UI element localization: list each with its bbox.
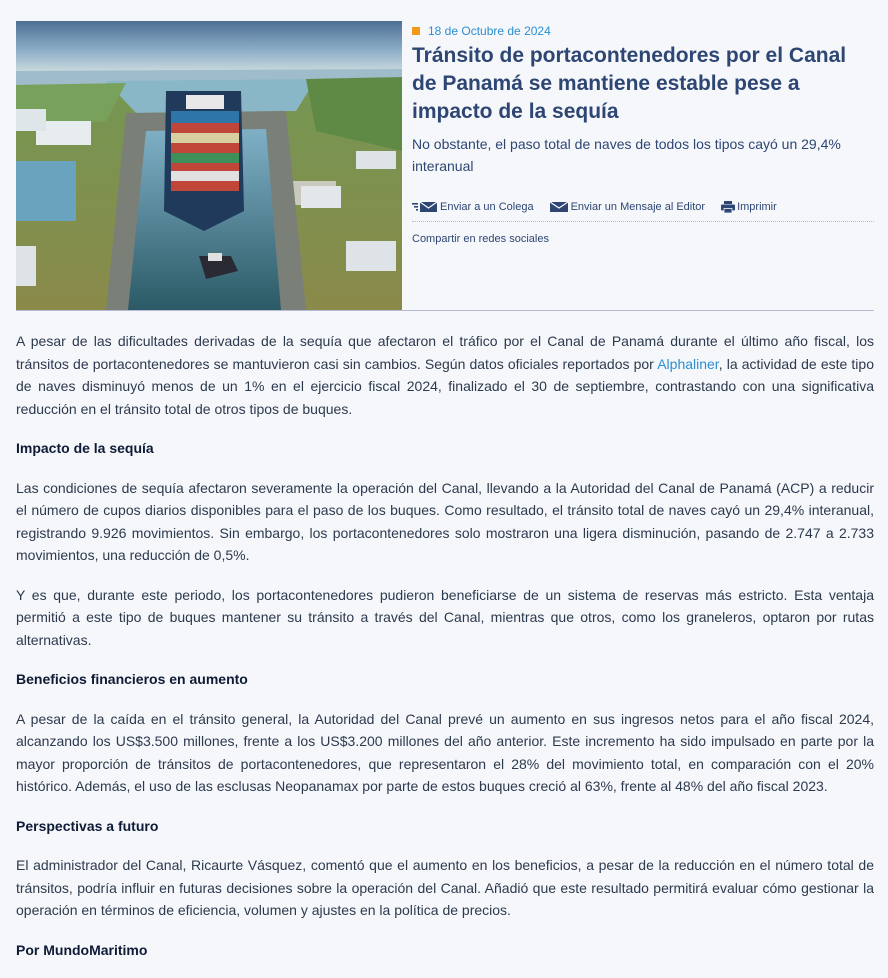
section-heading: Impacto de la sequía	[16, 440, 154, 456]
date-marker-icon	[412, 27, 420, 35]
byline: Por MundoMaritimo	[16, 941, 148, 958]
printer-icon	[721, 201, 735, 213]
article-title: Tránsito de portacontenedores por el Canal de Panamá se mantiene estable pese a impacto de la sequía	[412, 44, 847, 123]
envelope-icon	[550, 201, 569, 213]
print-label: Imprimir	[737, 201, 777, 213]
paragraph-text: A pesar de las dificultades derivadas de la sequía que afectaron el tráfico por el Canal de Panamá durante el último año fiscal, los tránsitos de portacontenedores se mantuvieron casi sin cambios. Según datos oficiales reportados por	[16, 333, 874, 372]
date-row	[412, 24, 874, 38]
paragraph-text: , la actividad de este tipo de naves disminuyó menos de un 1% en el ejercicio fiscal 2024, finalizado el 30 de septiembre, contrastando con una significativa reducción en el tránsito total de otros tipos de buques.	[16, 355, 874, 417]
paragraph: A pesar de la caída en el tránsito general, la Autoridad del Canal prevé un aumento en sus ingresos netos para el año fiscal 2024, alcanzando los US$3.500 millones, frente a los US$3.200 millones del año anterior. Este incremento ha sido impulsado en parte por la mayor proporción de tránsitos de portacontenedores, que representaron el 28% del movimiento total, en comparación con el 20% histórico. Además, el uso de las esclusas Neopanamax por parte de estos buques creció al 63%, frente al 48% del año fiscal 2023.	[16, 710, 874, 794]
article-subtitle: No obstante, el paso total de naves de todos los tipos cayó un 29,4% interanual	[412, 136, 841, 174]
paragraph: El administrador del Canal, Ricaurte Vásquez, comentó que el aumento en los beneficios, a pesar de la reducción en el número total de tránsitos, podría influir en futuras decisiones sobre la operación del Canal. Añadió que este resultado permitirá evaluar cómo gestionar la operación en términos de eficiencia, volumen y ajustes en la política de precios.	[16, 857, 874, 918]
send-to-colleague-label: Enviar a un Colega	[440, 201, 534, 213]
article-actions	[412, 198, 874, 222]
send-to-colleague-link[interactable]	[412, 201, 534, 213]
send-colleague-icon	[412, 201, 438, 213]
paragraph: Y es que, durante este periodo, los portacontenedores pudieron beneficiarse de un sistema de reservas más estricto. Esta ventaja permitió a este tipo de buques mantener su tránsito a través del Canal, mientras que otros, como los graneleros, optaron por rutas alternativas.	[16, 586, 874, 648]
alphaliner-link[interactable]: Alphaliner	[657, 355, 719, 372]
article-date: 18 de Octubre de 2024	[428, 24, 551, 38]
share-social-link[interactable]: Compartir en redes sociales	[412, 233, 549, 245]
send-to-editor-label: Enviar un Mensaje al Editor	[570, 201, 706, 213]
send-to-editor-link[interactable]	[550, 201, 706, 213]
article-body	[16, 330, 874, 978]
print-link[interactable]	[721, 201, 777, 213]
hero-image-canal-container-ship	[16, 21, 402, 310]
section-heading: Beneficios financieros en aumento	[16, 671, 248, 687]
paragraph: Las condiciones de sequía afectaron severamente la operación del Canal, llevando a la Autoridad del Canal de Panamá (ACP) a reducir el número de cupos diarios disponibles para el paso de los buques. Como resultado, el tránsito total de naves cayó un 29,4% interanual, registrando 9.926 movimientos. Sin embargo, los portacontenedores solo mostraron una ligera disminución, pasando de 2.747 a 2.733 movimientos, una reducción de 0,5%.	[16, 479, 874, 563]
article-info	[412, 21, 874, 245]
article-header	[16, 21, 874, 311]
paragraph	[16, 330, 874, 420]
section-heading: Perspectivas a futuro	[16, 817, 159, 834]
